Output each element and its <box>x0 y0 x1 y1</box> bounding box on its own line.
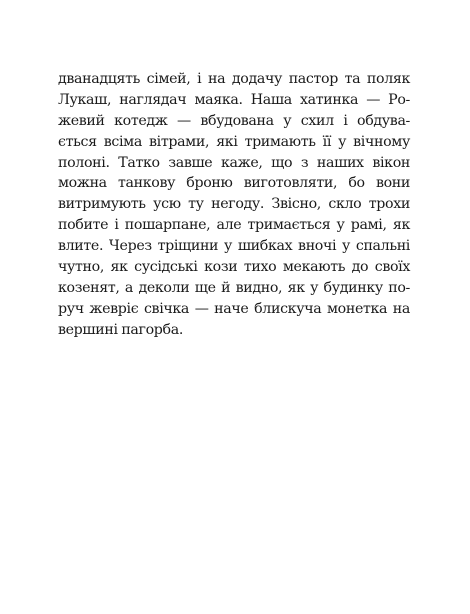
paragraph-line: чутно, як сусідські кози тихо мекають до своїх <box>58 259 410 276</box>
body-paragraph <box>58 69 410 341</box>
paragraph-line: козенят, а деколи ще й видно, як у будинку по- <box>58 279 410 296</box>
paragraph-line: ється всіма вітрами, які тримають її у вічному <box>58 133 410 150</box>
paragraph-line: можна танкову броню виготовляти, бо вони <box>58 175 410 192</box>
paragraph-line: полоні. Татко завше каже, що з наших вікон <box>58 154 410 171</box>
paragraph-line: жевий котедж — вбудована у схил і обдува- <box>58 112 410 129</box>
paragraph-line: дванадцять сімей, і на додачу пастор та поляк <box>58 71 410 87</box>
paragraph-line: Лукаш, наглядач маяка. Наша хатинка — Ро- <box>58 91 410 108</box>
paragraph-line: вершині пагорба. <box>58 321 183 338</box>
paragraph-line: влите. Через тріщини у шибках вночі у спальні <box>58 238 410 255</box>
paragraph-line: побите і пошарпане, але тримається у рамі, як <box>58 217 410 234</box>
paragraph-line: руч жевріє свічка — наче блискуча монетка на <box>58 300 410 317</box>
paragraph-line: витримують усю ту негоду. Звісно, скло трохи <box>58 196 410 213</box>
